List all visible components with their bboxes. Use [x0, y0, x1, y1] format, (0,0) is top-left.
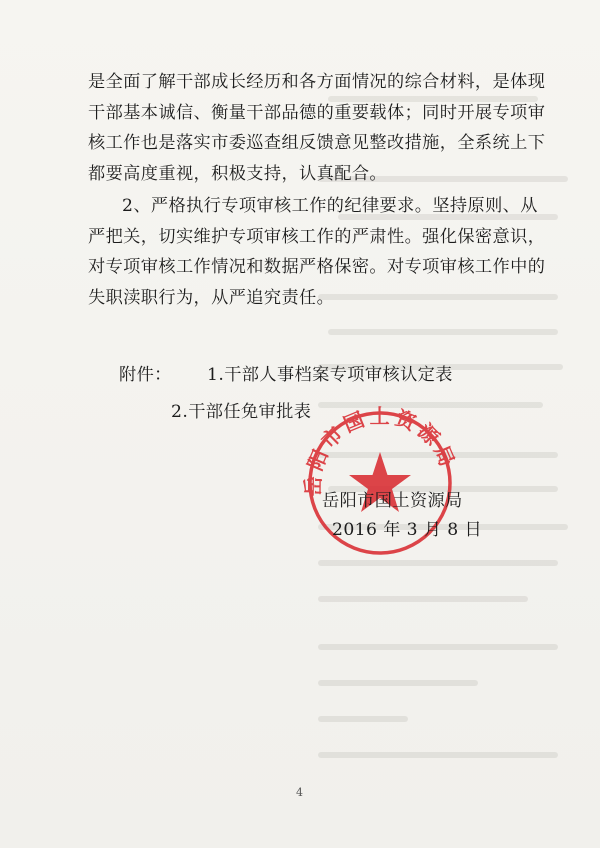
paragraph-2-line: 失职渎职行为，从严追究责任。 — [88, 287, 335, 308]
paragraph-1-line: 是全面了解干部成长经历和各方面情况的综合材料，是体现 — [88, 72, 546, 92]
issuing-organization: 岳阳市国土资源局 — [322, 491, 463, 511]
seal-text: 岳阳市国土资源局 — [301, 404, 461, 497]
attachment-item: 2.干部任免审批表 — [171, 402, 312, 422]
paragraph-1-line: 都要高度重视，积极支持，认真配合。 — [88, 163, 387, 184]
paragraph-2 — [88, 191, 545, 313]
paragraph-2-line: 2、严格执行专项审核工作的纪律要求。坚持原则、从 — [122, 196, 538, 216]
page-number: 4 — [296, 786, 303, 799]
paragraph-2-line: 对专项审核工作情况和数据严格保密。对专项审核工作中的 — [88, 257, 546, 278]
attachment-item: 1.干部人事档案专项审核认定表 — [207, 365, 453, 385]
paragraph-1-line: 核工作也是落实市委巡查组反馈意见整改措施，全系统上下 — [88, 133, 546, 154]
issue-date: 2016 年 3 月 8 日 — [332, 520, 483, 540]
attachments-label: 附件： — [119, 365, 172, 385]
paragraph-1-line: 干部基本诚信、衡量干部品德的重要载体；同时开展专项审 — [88, 102, 546, 123]
paragraph-2-line: 严把关，切实维护专项审核工作的严肃性。强化保密意识， — [88, 226, 546, 247]
paragraph-1 — [88, 67, 545, 189]
